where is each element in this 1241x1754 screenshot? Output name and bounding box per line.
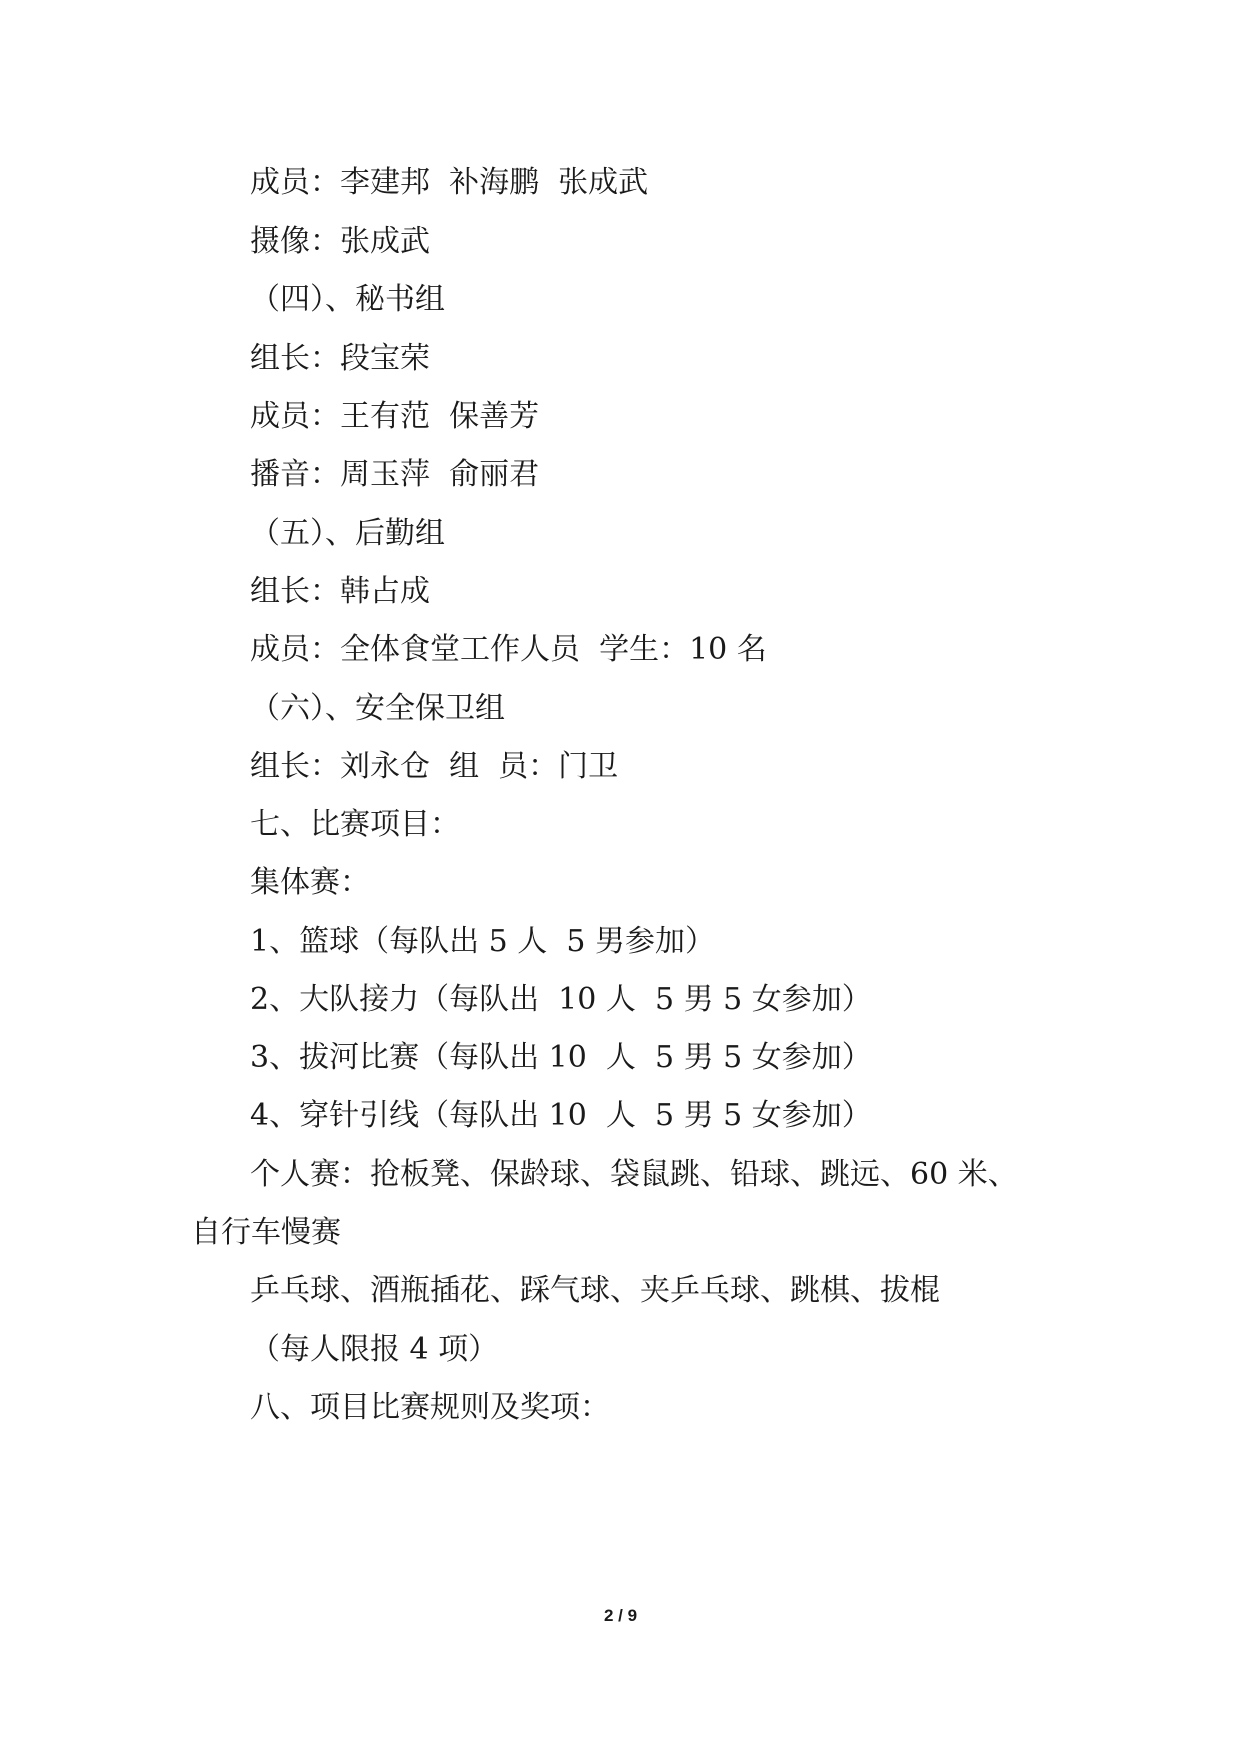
text-line-broadcast: 播音：周玉萍 俞丽君 — [250, 457, 540, 492]
section-heading-security: （六）、安全保卫组 — [250, 691, 505, 726]
text-line-individual-events-cont: 自行车慢赛 — [191, 1215, 341, 1250]
text-line-members-photo: 成员：李建邦 补海鹏 张成武 — [250, 165, 649, 200]
text-line-entry-limit: （每人限报 4 项） — [250, 1332, 499, 1367]
section-heading-rules: 八、项目比赛规则及奖项： — [250, 1390, 610, 1425]
text-line-camera: 摄像：张成武 — [250, 224, 430, 259]
text-line-team-events: 集体赛： — [250, 865, 370, 900]
text-line-secretary-members: 成员：王有范 保善芳 — [250, 399, 540, 434]
section-heading-logistics: （五）、后勤组 — [250, 516, 445, 551]
list-item-basketball: 1、篮球（每队出 5 人 5 男参加） — [250, 924, 715, 959]
text-line-individual-events-more: 乒乓球、酒瓶插花、踩气球、夹乒乓球、跳棋、拔棍 — [250, 1273, 940, 1308]
text-line-security-leader: 组长：刘永仓 组 员：门卫 — [250, 749, 619, 784]
section-heading-events: 七、比赛项目： — [250, 807, 460, 842]
page-number: 2 / 9 — [603, 1606, 638, 1625]
text-line-individual-events: 个人赛：抢板凳、保龄球、袋鼠跳、铅球、跳远、60 米、 — [250, 1157, 1018, 1192]
section-heading-secretary: （四）、秘书组 — [250, 282, 445, 317]
text-line-secretary-leader: 组长：段宝荣 — [250, 341, 430, 376]
list-item-needle-threading: 4、穿针引线（每队出 10 人 5 男 5 女参加） — [250, 1098, 872, 1133]
text-line-logistics-leader: 组长：韩占成 — [250, 574, 430, 609]
list-item-tug-of-war: 3、拔河比赛（每队出 10 人 5 男 5 女参加） — [250, 1040, 872, 1075]
list-item-relay: 2、大队接力（每队出 10 人 5 男 5 女参加） — [250, 982, 872, 1017]
text-line-logistics-members: 成员：全体食堂工作人员 学生：10 名 — [250, 632, 767, 667]
